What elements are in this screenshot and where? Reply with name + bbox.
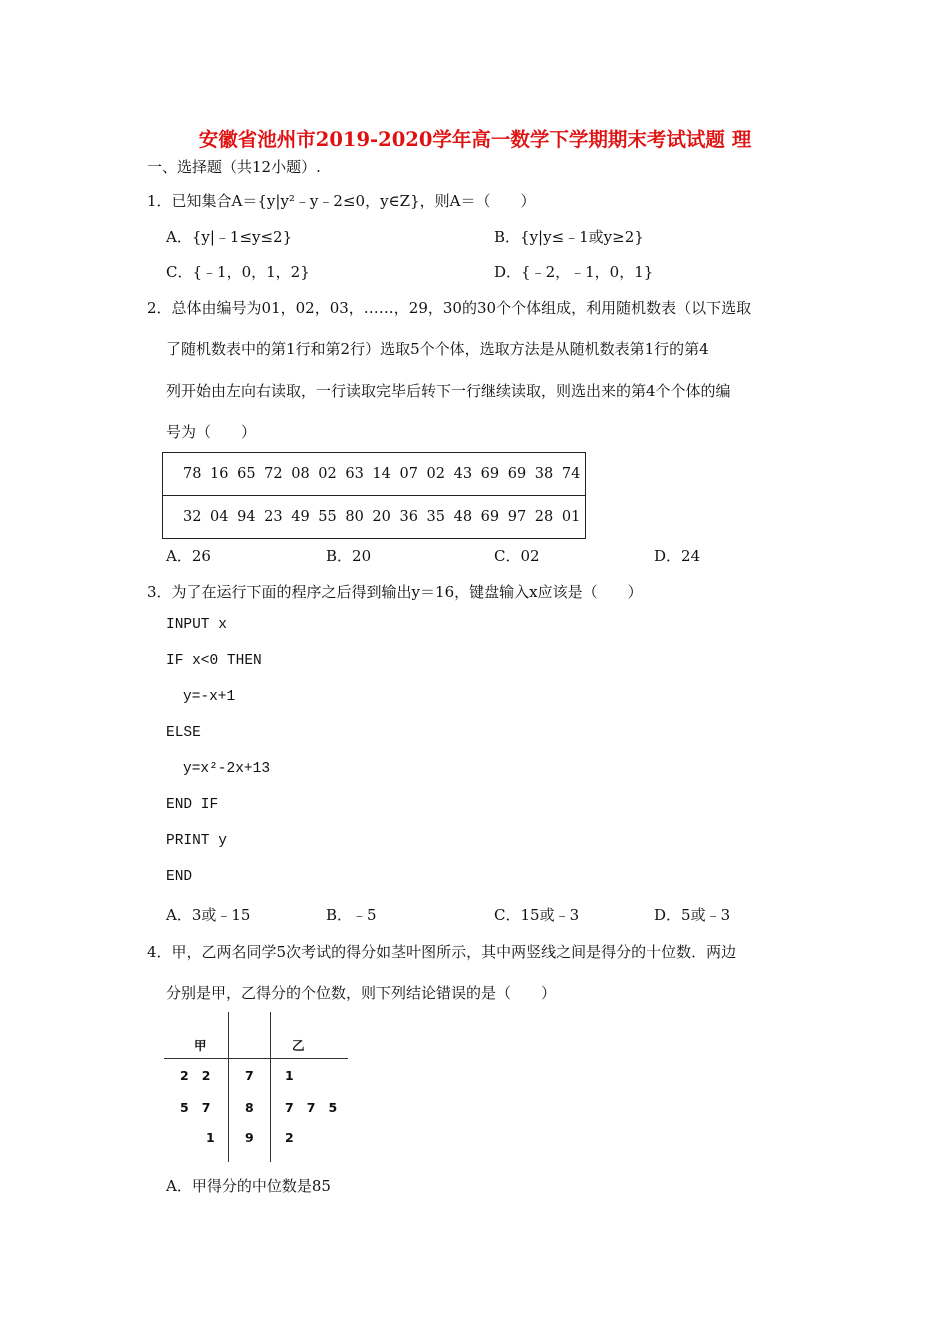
q2-stem-line-1: 2．总体由编号为01，02，03，……，29，30的30个个体组成，利用随机数表（以下选取 <box>147 299 752 317</box>
page-title: 安徽省池州市2019-2020学年高一数学下学期期末考试试题 理 <box>198 128 752 151</box>
q3-option-c: C．15或﹣3 <box>494 906 580 924</box>
code-line: IF x<0 THEN <box>166 653 262 669</box>
q1-option-c: C．{﹣1，0，1，2} <box>166 263 310 281</box>
code-line: INPUT x <box>166 617 227 633</box>
q4-stem-line-2: 分别是甲，乙得分的个位数，则下列结论错误的是（ ） <box>166 984 557 1002</box>
leaf-left: 1 <box>206 1130 215 1145</box>
q2-stem-line-2: 了随机数表中的第1行和第2行）选取5个个体，选取方法是从随机数表第1行的第4 <box>166 340 709 358</box>
code-line: END IF <box>166 797 219 813</box>
q2-option-b: B．20 <box>326 547 372 565</box>
code-line: PRINT y <box>166 833 227 849</box>
q4-stem-line-1: 4．甲，乙两名同学5次考试的得分如茎叶图所示，其中两竖线之间是得分的十位数．两边 <box>147 943 737 961</box>
leaf-left: 5 7 <box>180 1100 211 1115</box>
table-row <box>163 453 586 496</box>
leaf-right: 7 7 5 <box>285 1100 338 1115</box>
stem-value: 9 <box>245 1130 254 1145</box>
stem-value: 8 <box>245 1100 254 1115</box>
random-row-2: 32 04 94 23 49 55 80 20 36 35 48 69 97 28 01 <box>163 496 586 539</box>
q1-stem: 1．已知集合A＝{y|y²﹣y﹣2≤0，y∈Z}，则A＝（ ） <box>147 192 536 210</box>
q2-option-a: A．26 <box>166 547 211 565</box>
q2-option-c: C．02 <box>494 547 540 565</box>
q2-stem-line-4: 号为（ ） <box>166 423 257 441</box>
q1-option-a: A．{y|﹣1≤y≤2} <box>166 228 293 246</box>
leaf-left: 2 2 <box>180 1068 211 1083</box>
q1-option-b: B．{y|y≤﹣1或y≥2} <box>494 228 644 246</box>
stem-divider-right <box>270 1012 271 1162</box>
left-header: 甲 <box>194 1038 207 1053</box>
random-row-1: 78 16 65 72 08 02 63 14 07 02 43 69 69 38 74 <box>163 453 586 496</box>
stem-leaf-plot <box>164 1012 348 1162</box>
table-row <box>163 496 586 539</box>
q2-stem-line-3: 列开始由左向右读取，一行读取完毕后转下一行继续读取，则选出来的第4个个体的编 <box>166 382 731 400</box>
right-header: 乙 <box>292 1038 305 1053</box>
code-line: y=-x+1 <box>183 689 236 705</box>
stem-divider-left <box>228 1012 229 1162</box>
random-number-table <box>162 452 586 539</box>
stem-value: 7 <box>245 1068 254 1083</box>
leaf-right: 1 <box>285 1068 294 1083</box>
q3-stem: 3．为了在运行下面的程序之后得到输出y＝16，键盘输入x应该是（ ） <box>147 583 643 601</box>
code-line: END <box>166 869 193 885</box>
header-divider <box>164 1058 348 1059</box>
q1-option-d: D．{﹣2，﹣1，0，1} <box>494 263 654 281</box>
code-line: y=x²-2x+13 <box>183 761 271 777</box>
code-line: ELSE <box>166 725 201 741</box>
q3-option-d: D．5或﹣3 <box>654 906 731 924</box>
q4-option-a: A．甲得分的中位数是85 <box>166 1177 331 1195</box>
q3-option-a: A．3或﹣15 <box>166 906 251 924</box>
section-heading: 一、选择题（共12小题）. <box>147 158 321 176</box>
q3-option-b: B．﹣5 <box>326 906 377 924</box>
q2-option-d: D．24 <box>654 547 701 565</box>
leaf-right: 2 <box>285 1130 294 1145</box>
